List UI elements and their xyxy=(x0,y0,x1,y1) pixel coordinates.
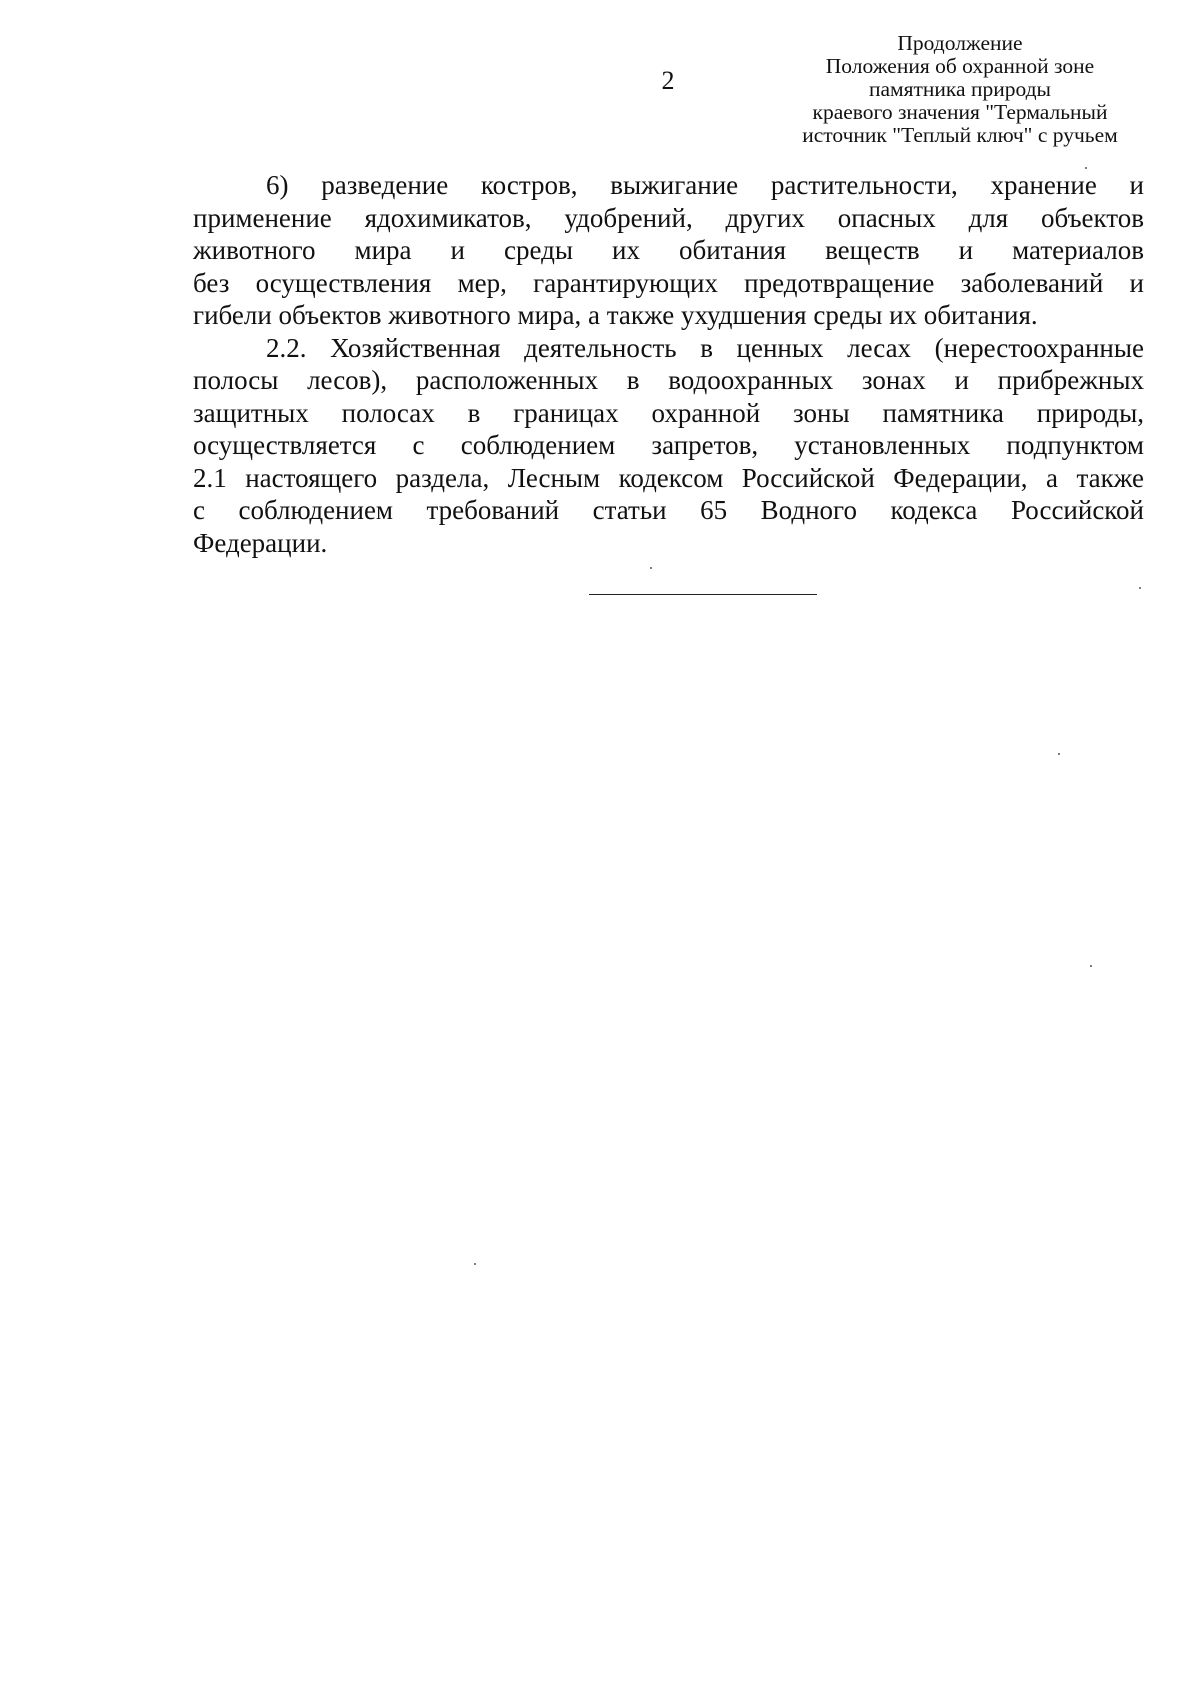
scan-speck xyxy=(1085,167,1087,169)
header-line: памятника природы xyxy=(868,77,1051,101)
header-line: Положения об охранной зоне xyxy=(825,54,1095,78)
text-line: осуществляется с соблюдением запретов, установленных подпунктом xyxy=(193,430,1144,460)
scan-speck xyxy=(1139,587,1141,589)
text-line: животного мира и среды их обитания веществ и материалов xyxy=(193,235,1144,265)
text-line: без осуществления мер, гарантирующих предотвращение заболеваний и xyxy=(193,267,1144,298)
text-line: гибели объектов животного мира, а также ухудшения среды их обитания. xyxy=(193,300,1038,330)
header-line: краевого значения "Термальный xyxy=(812,100,1108,124)
body-text xyxy=(193,169,1144,559)
page-number: 2 xyxy=(661,66,675,95)
text-line: с соблюдением требований статьи 65 Водного кодекса Российской xyxy=(193,495,1144,525)
scan-speck xyxy=(474,1263,476,1265)
text-line: 6) разведение костров, выжигание растительности, хранение и xyxy=(266,170,1144,200)
header-line: Продолжение xyxy=(897,31,1023,55)
text-line: защитных полосах в границах охранной зоны памятника природы, xyxy=(193,397,1144,428)
scan-speck xyxy=(1090,965,1092,967)
scan-speck xyxy=(1058,753,1060,755)
paragraph-2-2 xyxy=(193,332,1144,560)
document-header xyxy=(770,32,1150,147)
paragraph-item-6 xyxy=(193,169,1144,332)
text-line: Федерации. xyxy=(193,527,328,558)
header-line: источник "Теплый ключ" с ручьем xyxy=(802,123,1118,147)
text-line: 2.2. Хозяйственная деятельность в ценных лесах (нерестоохранные xyxy=(266,332,1144,363)
end-separator-line xyxy=(589,594,817,595)
text-line: 2.1 настоящего раздела, Лесным кодексом Российской Федерации, а также xyxy=(193,462,1144,493)
text-line: применение ядохимикатов, удобрений, других опасных для объектов xyxy=(193,202,1144,233)
scan-speck xyxy=(650,567,652,569)
text-line: полосы лесов), расположенных в водоохранных зонах и прибрежных xyxy=(193,365,1144,395)
